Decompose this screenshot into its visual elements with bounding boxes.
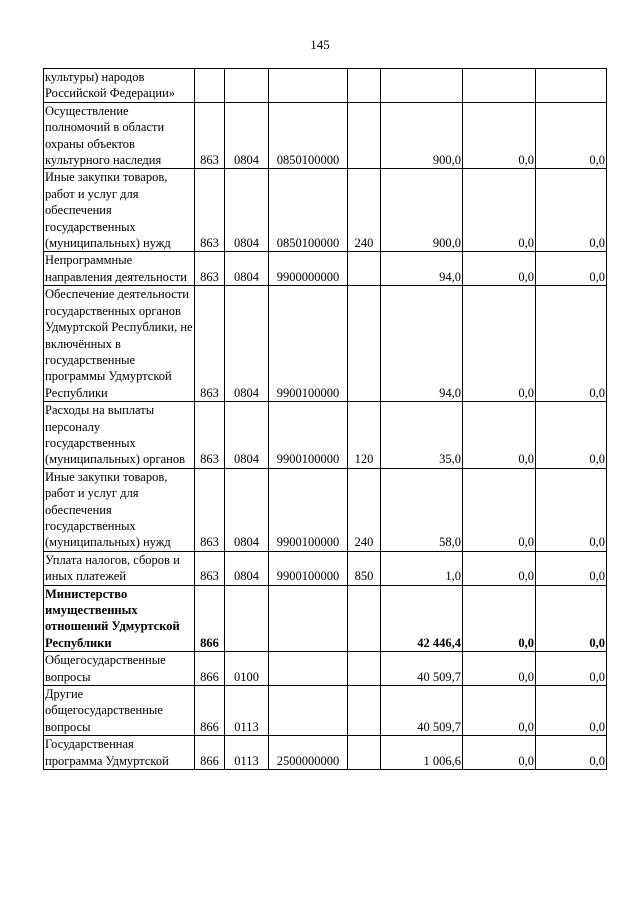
row-amount-1-cell: 94,0 xyxy=(381,252,463,286)
table-row xyxy=(44,585,607,652)
row-amount-1-cell xyxy=(381,69,463,103)
row-amount-3-cell: 0,0 xyxy=(536,652,607,686)
row-section-cell: 0804 xyxy=(225,286,269,402)
table-row xyxy=(44,686,607,736)
row-csr-cell xyxy=(269,652,348,686)
row-ved-cell: 863 xyxy=(195,286,225,402)
row-name-cell: Расходы на выплаты персоналу государственных (муниципальных) органов xyxy=(44,402,195,469)
row-ved-cell: 866 xyxy=(195,736,225,770)
row-name-cell: Общегосударственные вопросы xyxy=(44,652,195,686)
table-row xyxy=(44,286,607,402)
row-vr-cell xyxy=(348,736,381,770)
row-amount-3-cell: 0,0 xyxy=(536,686,607,736)
row-section-cell: 0804 xyxy=(225,102,269,169)
row-csr-cell: 9900100000 xyxy=(269,551,348,585)
row-amount-2-cell xyxy=(463,69,536,103)
row-csr-cell: 2500000000 xyxy=(269,736,348,770)
row-amount-1-cell: 40 509,7 xyxy=(381,652,463,686)
row-amount-1-cell: 900,0 xyxy=(381,169,463,252)
row-section-cell: 0100 xyxy=(225,652,269,686)
row-name-cell: Уплата налогов, сборов и иных платежей xyxy=(44,551,195,585)
row-ved-cell: 866 xyxy=(195,652,225,686)
row-vr-cell xyxy=(348,652,381,686)
row-section-cell xyxy=(225,585,269,652)
row-amount-3-cell: 0,0 xyxy=(536,736,607,770)
row-vr-cell: 240 xyxy=(348,468,381,551)
row-amount-2-cell: 0,0 xyxy=(463,102,536,169)
row-name-cell: Обеспечение деятельности государственных органов Удмуртской Республики, не включённых в государственные программы Удмуртской Республики xyxy=(45,287,193,400)
row-amount-1-cell: 1 006,6 xyxy=(381,736,463,770)
row-section-cell: 0804 xyxy=(225,402,269,469)
row-vr-cell xyxy=(348,69,381,103)
row-ved-cell: 863 xyxy=(195,102,225,169)
row-section-cell: 0804 xyxy=(225,169,269,252)
row-section-cell: 0113 xyxy=(225,686,269,736)
row-amount-2-cell: 0,0 xyxy=(463,736,536,770)
row-amount-1-cell: 94,0 xyxy=(381,286,463,402)
row-name-cell: Непрограммные направления деятельности xyxy=(44,252,195,286)
row-amount-3-cell: 0,0 xyxy=(536,169,607,252)
row-name-cell: Государственная программа Удмуртской xyxy=(44,736,195,770)
row-vr-cell: 120 xyxy=(348,402,381,469)
table-row xyxy=(44,252,607,286)
row-csr-cell: 9900100000 xyxy=(269,286,348,402)
row-amount-2-cell: 0,0 xyxy=(463,286,536,402)
table-row xyxy=(44,102,607,169)
row-vr-cell xyxy=(348,585,381,652)
row-ved-cell: 863 xyxy=(195,468,225,551)
row-csr-cell xyxy=(269,585,348,652)
row-amount-3-cell: 0,0 xyxy=(536,286,607,402)
row-amount-3-cell: 0,0 xyxy=(536,585,607,652)
row-section-cell: 0804 xyxy=(225,551,269,585)
row-amount-3-cell: 0,0 xyxy=(536,252,607,286)
row-section-cell: 0804 xyxy=(225,468,269,551)
row-vr-cell xyxy=(348,252,381,286)
row-ved-cell: 863 xyxy=(195,402,225,469)
row-amount-2-cell: 0,0 xyxy=(463,252,536,286)
row-amount-2-cell: 0,0 xyxy=(463,169,536,252)
row-amount-1-cell: 35,0 xyxy=(381,402,463,469)
row-ved-cell: 866 xyxy=(195,686,225,736)
row-amount-3-cell: 0,0 xyxy=(536,551,607,585)
row-amount-2-cell: 0,0 xyxy=(463,686,536,736)
budget-table xyxy=(43,68,607,770)
row-amount-1-cell: 900,0 xyxy=(381,102,463,169)
row-section-cell: 0113 xyxy=(225,736,269,770)
table-row xyxy=(44,551,607,585)
row-amount-2-cell: 0,0 xyxy=(463,652,536,686)
row-csr-cell: 9900000000 xyxy=(269,252,348,286)
row-name-cell: Иные закупки товаров, работ и услуг для обеспечения государственных (муниципальных) нужд xyxy=(44,468,195,551)
row-vr-cell xyxy=(348,102,381,169)
row-amount-2-cell: 0,0 xyxy=(463,551,536,585)
row-csr-cell: 0850100000 xyxy=(269,102,348,169)
row-amount-1-cell: 58,0 xyxy=(381,468,463,551)
row-amount-2-cell: 0,0 xyxy=(463,468,536,551)
row-section-cell xyxy=(225,69,269,103)
row-csr-cell xyxy=(269,69,348,103)
row-ved-cell: 863 xyxy=(195,169,225,252)
row-ved-cell: 866 xyxy=(195,585,225,652)
table-row xyxy=(44,402,607,469)
table-row xyxy=(44,652,607,686)
row-vr-cell xyxy=(348,686,381,736)
table-row xyxy=(44,468,607,551)
row-csr-cell: 0850100000 xyxy=(269,169,348,252)
row-name-cell: Министерство имущественных отношений Удмуртской Республики xyxy=(44,585,195,652)
row-vr-cell: 850 xyxy=(348,551,381,585)
row-name-cell: Иные закупки товаров, работ и услуг для обеспечения государственных (муниципальных) нужд xyxy=(44,169,195,252)
table-row xyxy=(44,69,607,103)
row-amount-3-cell: 0,0 xyxy=(536,468,607,551)
row-amount-2-cell: 0,0 xyxy=(463,402,536,469)
row-vr-cell xyxy=(348,286,381,402)
row-amount-1-cell: 1,0 xyxy=(381,551,463,585)
row-amount-3-cell xyxy=(536,69,607,103)
page-number: 145 xyxy=(310,37,330,52)
row-ved-cell: 863 xyxy=(195,551,225,585)
row-name-cell: Другие общегосударственные вопросы xyxy=(44,686,195,736)
row-amount-1-cell: 42 446,4 xyxy=(381,585,463,652)
row-csr-cell xyxy=(269,686,348,736)
row-amount-3-cell: 0,0 xyxy=(536,402,607,469)
row-amount-1-cell: 40 509,7 xyxy=(381,686,463,736)
row-csr-cell: 9900100000 xyxy=(269,402,348,469)
row-name-cell: культуры) народов Российской Федерации» xyxy=(44,69,195,103)
row-ved-cell: 863 xyxy=(195,252,225,286)
row-ved-cell xyxy=(195,69,225,103)
row-section-cell: 0804 xyxy=(225,252,269,286)
row-vr-cell: 240 xyxy=(348,169,381,252)
row-name-cell: Осуществление полномочий в области охраны объектов культурного наследия xyxy=(44,102,195,169)
row-amount-2-cell: 0,0 xyxy=(463,585,536,652)
row-csr-cell: 9900100000 xyxy=(269,468,348,551)
table-row xyxy=(44,736,607,770)
row-amount-3-cell: 0,0 xyxy=(536,102,607,169)
table-row xyxy=(44,169,607,252)
